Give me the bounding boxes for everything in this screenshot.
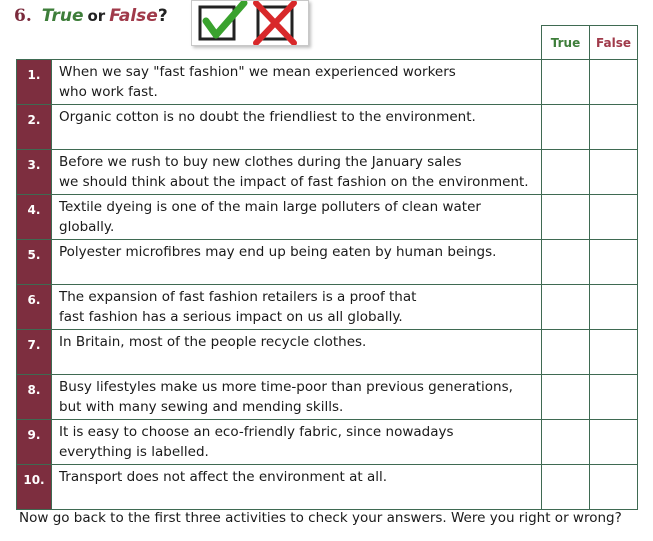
question-row bbox=[17, 420, 638, 465]
question-text-line: who work fast. bbox=[59, 83, 158, 100]
question-row bbox=[17, 240, 638, 285]
false-column-header: False bbox=[589, 25, 638, 60]
true-false-marks bbox=[191, 0, 309, 46]
question-text bbox=[52, 285, 542, 330]
true-answer-cell[interactable] bbox=[542, 375, 590, 420]
question-text bbox=[52, 465, 542, 510]
question-row bbox=[17, 375, 638, 420]
title-false-word: False bbox=[109, 6, 158, 26]
false-answer-cell[interactable] bbox=[590, 60, 638, 105]
question-text-line: Before we rush to buy new clothes during the January sales bbox=[59, 154, 462, 170]
true-answer-cell[interactable] bbox=[542, 240, 590, 285]
question-number: 1. bbox=[17, 60, 52, 105]
question-text-line: fast fashion has a serious impact on us all globally. bbox=[59, 308, 403, 325]
question-row bbox=[17, 465, 638, 510]
true-answer-cell[interactable] bbox=[542, 465, 590, 510]
true-answer-cell[interactable] bbox=[542, 105, 590, 150]
true-column-header: True bbox=[541, 25, 590, 60]
question-text-line: It is easy to choose an eco-friendly fabric, since nowadays bbox=[59, 424, 454, 440]
question-text bbox=[52, 420, 542, 465]
exercise-title bbox=[14, 6, 168, 26]
question-text bbox=[52, 60, 542, 105]
title-or-word: or bbox=[87, 7, 106, 25]
question-row bbox=[17, 285, 638, 330]
question-number: 4. bbox=[17, 195, 52, 240]
title-true-word: True bbox=[41, 6, 84, 26]
question-number: 10. bbox=[17, 465, 52, 510]
question-text-line: globally. bbox=[59, 218, 115, 235]
true-answer-cell[interactable] bbox=[542, 285, 590, 330]
question-number: 8. bbox=[17, 375, 52, 420]
false-answer-cell[interactable] bbox=[590, 420, 638, 465]
question-number: 9. bbox=[17, 420, 52, 465]
false-answer-cell[interactable] bbox=[590, 465, 638, 510]
true-answer-cell[interactable] bbox=[542, 195, 590, 240]
question-text bbox=[52, 240, 542, 285]
question-text-line: Busy lifestyles make us more time-poor than previous generations, bbox=[59, 379, 513, 395]
true-answer-cell[interactable] bbox=[542, 330, 590, 375]
question-text-line: everything is labelled. bbox=[59, 443, 209, 460]
question-text bbox=[52, 150, 542, 195]
question-number: 5. bbox=[17, 240, 52, 285]
title-question-mark: ? bbox=[157, 6, 168, 26]
false-answer-cell[interactable] bbox=[590, 150, 638, 195]
question-text-line: When we say "fast fashion" we mean experienced workers bbox=[59, 64, 456, 80]
question-text-line: The expansion of fast fashion retailers is a proof that bbox=[59, 289, 417, 305]
false-answer-cell[interactable] bbox=[590, 240, 638, 285]
question-text bbox=[52, 105, 542, 150]
question-text-line: In Britain, most of the people recycle clothes. bbox=[59, 334, 367, 350]
false-answer-cell[interactable] bbox=[590, 375, 638, 420]
true-answer-cell[interactable] bbox=[542, 60, 590, 105]
question-row bbox=[17, 195, 638, 240]
false-answer-cell[interactable] bbox=[590, 195, 638, 240]
false-answer-cell[interactable] bbox=[590, 330, 638, 375]
false-answer-cell[interactable] bbox=[590, 285, 638, 330]
question-row bbox=[17, 330, 638, 375]
question-number: 6. bbox=[17, 285, 52, 330]
footer-instruction: Now go back to the first three activities to check your answers. Were you right or wrong? bbox=[19, 510, 622, 526]
questions-table bbox=[16, 59, 638, 510]
false-answer-cell[interactable] bbox=[590, 105, 638, 150]
question-row bbox=[17, 105, 638, 150]
question-text-line: Organic cotton is no doubt the friendliest to the environment. bbox=[59, 109, 476, 125]
question-text-line: Transport does not affect the environment at all. bbox=[59, 469, 388, 485]
question-text-line: but with many sewing and mending skills. bbox=[59, 398, 344, 415]
question-text-line: Textile dyeing is one of the main large polluters of clean water bbox=[59, 199, 481, 215]
question-row bbox=[17, 60, 638, 105]
question-row bbox=[17, 150, 638, 195]
true-answer-cell[interactable] bbox=[542, 420, 590, 465]
checkbox-cross-icon bbox=[252, 1, 312, 45]
question-number: 7. bbox=[17, 330, 52, 375]
checkbox-check-icon bbox=[194, 1, 254, 45]
question-number: 2. bbox=[17, 105, 52, 150]
question-text bbox=[52, 330, 542, 375]
question-text-line: we should think about the impact of fast fashion on the environment. bbox=[59, 173, 529, 190]
question-text bbox=[52, 195, 542, 240]
exercise-number: 6. bbox=[14, 6, 32, 26]
question-text-line: Polyester microfibres may end up being eaten by human beings. bbox=[59, 244, 497, 260]
question-number: 3. bbox=[17, 150, 52, 195]
question-text bbox=[52, 375, 542, 420]
true-answer-cell[interactable] bbox=[542, 150, 590, 195]
